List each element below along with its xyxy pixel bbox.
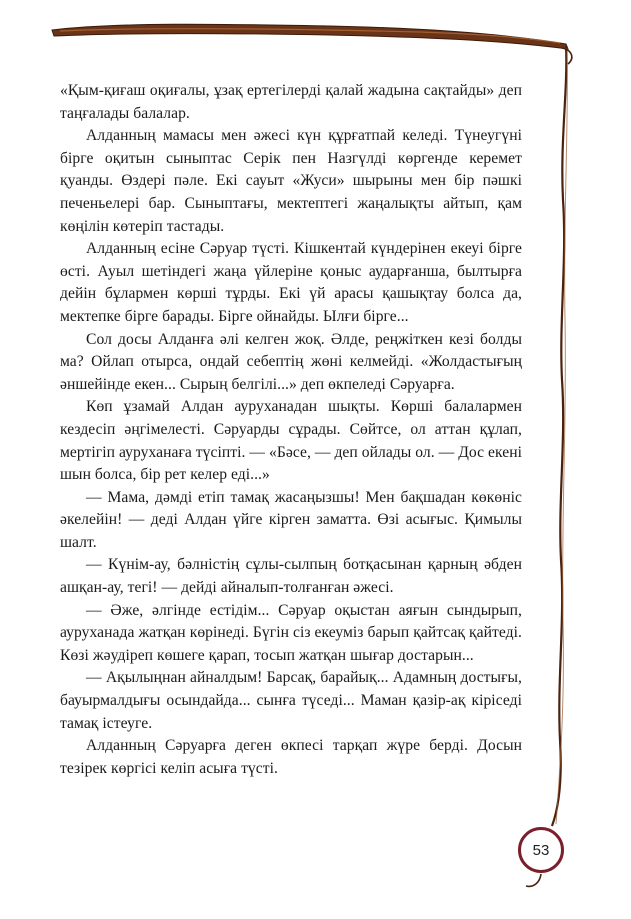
paragraph-10: Алданның Сәруарға деген өкпесі тарқап жүре берді. Досын тезірек көргісі келіп асыға түсті. bbox=[60, 737, 522, 777]
paragraph-6: — Мама, дәмді етіп тамақ жасаңызшы! Мен бақшадан көкөніс әкелейін! — деді Алдан үйге кірген заматта. Өзі асығыс. Қимылы шалт. bbox=[60, 488, 522, 551]
paragraph-3: Алданның есіне Сәруар түсті. Кішкентай күндерінен екеуі бірге өсті. Ауыл шетіндегі жаңа үйлеріне қоныс аударғанша, былтырға дейін бұлармен көрші тұрды. Екі үй арасы қашықтау болса да, мектепке бірге барады. Бірге ойнайды. Ылғи бірге... bbox=[60, 240, 522, 325]
page-number: 53 bbox=[518, 827, 564, 873]
paragraph-1: «Қым-қиғаш оқиғалы, ұзақ ертегілерді қалай жадына сақтайды» деп таңғалады балалар. bbox=[60, 82, 522, 122]
story-text bbox=[60, 80, 522, 780]
paragraph-4: Сол досы Алданға әлі келген жоқ. Әлде, реңжіткен кезі болды ма? Ойлап отырса, ондай себептің жөні келмейді. «Жолдастығың әншейінде екен... Сырың белгілі...» деп өкпеледі Сәруарға. bbox=[60, 330, 522, 393]
paragraph-9: — Ақылыңнан айналдым! Барсақ, барайық... Адамның достығы, бауырмалдығы осындайда... сынға түседі... Маман қазір-ақ кіріседі тамақ істеуге. bbox=[60, 669, 522, 732]
paragraph-2: Алданның мамасы мен әжесі күн құрғатпай келеді. Түнеугүні бірге оқитын сыныптас Серік пен Назгүлді көргенде керемет қуанды. Өздері пәле. Екі сауыт «Жуси» шырыны мен бір пәшкі печеньелері бар. Сыныптағы, мектептегі жаңалықты айтып, қам көңілін көтеріп тастады. bbox=[60, 127, 522, 235]
paragraph-8: — Әже, әлгінде естідім... Сәруар оқыстан аяғын сындырып, ауруханада жатқан көрінеді. Бүгін сіз екеуміз барып қайтсақ қайтеді. Көзі жәудіреп көшеге қарап, тосып жатқан шығар достарын... bbox=[60, 601, 522, 664]
paragraph-5: Көп ұзамай Алдан ауруханадан шықты. Көрші балалармен кездесіп әңгімелесті. Сәруарды сұрады. Сөйтсе, ол аттан құлап, мертігіп ауруханаға түсіпті. — «Бәсе, — деп ойлады ол. — Дос екені шын болса, бір рет келер еді...» bbox=[60, 398, 523, 484]
paragraph-7: — Күнім-ау, бәлністің сұлы-сылпың ботқасынан қарның әбден ашқан-ау, тегі! — дейді айналып-толғанған әжесі. bbox=[60, 556, 522, 597]
